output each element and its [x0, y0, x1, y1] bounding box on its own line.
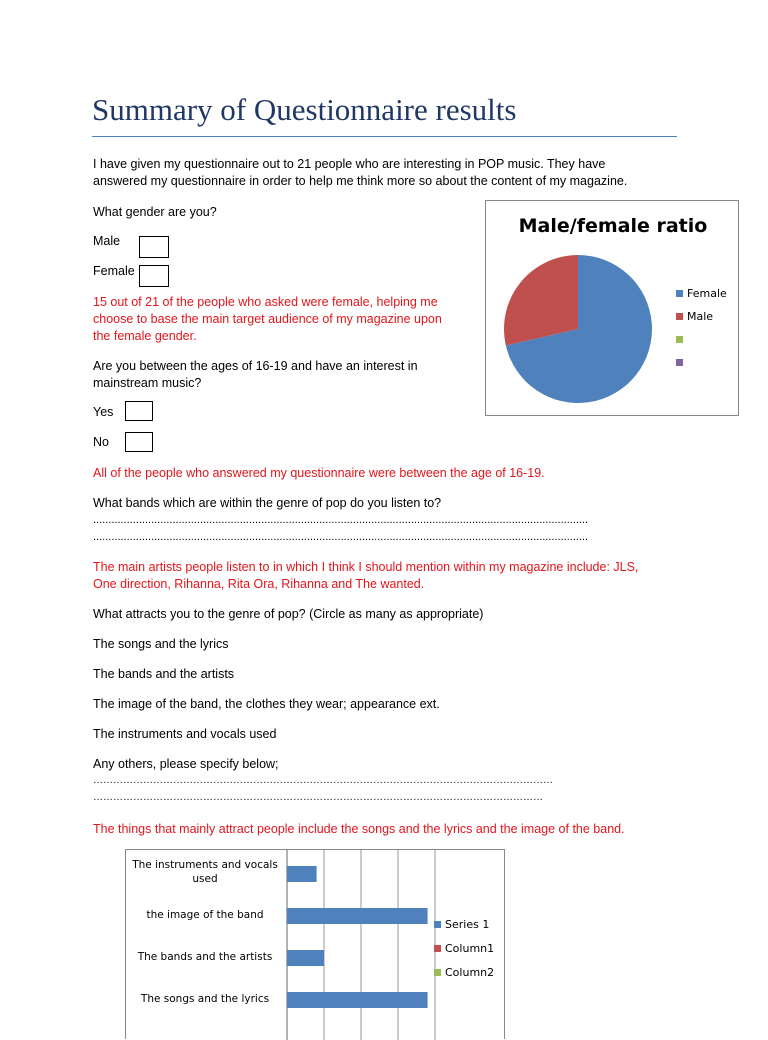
- bar-category-label: the image of the band: [146, 909, 264, 921]
- option-female-label: Female: [93, 264, 135, 278]
- legend-label-female: Female: [687, 287, 727, 300]
- legend-swatch-female: [676, 290, 683, 297]
- page-title: Summary of Questionnaire results: [92, 92, 517, 127]
- option-songs-lyrics: The songs and the lyrics: [93, 637, 229, 651]
- answer-attracts: The things that mainly attract people include the songs and the lyrics and the image of the band.: [93, 822, 625, 836]
- answer-gender-line-1: 15 out of 21 of the people who asked were female, helping me: [93, 295, 438, 309]
- legend-item-4: [676, 356, 727, 379]
- male-checkbox[interactable]: [139, 236, 169, 258]
- legend-label-column2: Column2: [445, 966, 495, 979]
- bar-chart-frame: [125, 849, 505, 1039]
- answer-age: All of the people who answered my questionnaire were between the age of 16-19.: [93, 466, 545, 480]
- legend-swatch-series1: [434, 921, 441, 928]
- bar-category-label: The bands and the artists: [137, 951, 273, 963]
- option-bands-artists: The bands and the artists: [93, 667, 235, 681]
- legend-swatch-4: [676, 359, 683, 366]
- question-bands: What bands which are within the genre of pop do you listen to?: [93, 496, 442, 510]
- question-attracts: What attracts you to the genre of pop? (Circle as many as appropriate): [93, 607, 484, 621]
- female-checkbox[interactable]: [139, 265, 169, 287]
- others-line-1[interactable]: …………………………………………………………………………………………………………………………: [93, 775, 553, 786]
- yes-checkbox[interactable]: [125, 401, 153, 421]
- option-instruments: The instruments and vocals used: [93, 727, 277, 741]
- bar-category-label: The songs and the lyrics: [140, 993, 270, 1005]
- answer-line-2[interactable]: ..................................................................................................................................................................: [93, 531, 589, 543]
- bar-2: [287, 908, 428, 924]
- question-age-line-2: mainstream music?: [93, 376, 202, 390]
- question-gender: What gender are you?: [93, 205, 217, 219]
- bar-1: [287, 866, 317, 882]
- others-line-2[interactable]: ………………………………………………………………………………………………………………………: [93, 792, 543, 803]
- answer-bands-line-1: The main artists people listen to in which I think I should mention within my magazine include: JLS,: [93, 560, 639, 574]
- legend-item-3: [676, 333, 727, 356]
- answer-line-1[interactable]: ..................................................................................................................................................................: [93, 514, 589, 526]
- answer-gender-line-3: the female gender.: [93, 329, 197, 343]
- bar-3: [287, 950, 324, 966]
- legend-label-column1: Column1: [445, 942, 495, 955]
- legend-label-series1: Series 1: [445, 918, 490, 931]
- pie-chart-title: Male/female ratio: [518, 215, 708, 237]
- option-others: Any others, please specify below;: [93, 757, 279, 771]
- option-image: The image of the band, the clothes they wear; appearance ext.: [93, 697, 440, 711]
- legend-swatch-column1: [434, 945, 441, 952]
- legend-item-male: [676, 310, 727, 333]
- intro-line-2: answered my questionnaire in order to help me think more so about the content of my magazine.: [93, 174, 628, 188]
- bar-category-label: The instruments and vocals used: [132, 859, 278, 885]
- answer-gender: [93, 294, 473, 345]
- pie-legend: [676, 287, 727, 379]
- answer-bands-line-2: One direction, Rihanna, Rita Ora, Rihanna and The wanted.: [93, 577, 425, 591]
- intro-paragraph: [93, 156, 683, 190]
- answer-bands: [93, 559, 683, 593]
- legend-item-series1: [434, 918, 494, 942]
- bar-4: [287, 992, 428, 1008]
- legend-label-male: Male: [687, 310, 714, 323]
- option-male-label: Male: [93, 234, 121, 248]
- legend-item-column2: [434, 966, 494, 990]
- bar-legend: [434, 918, 494, 990]
- legend-item-column1: [434, 942, 494, 966]
- option-no-label: No: [93, 435, 109, 449]
- title-underline: [92, 136, 677, 137]
- answer-gender-line-2: choose to base the main target audience of my magazine upon: [93, 312, 442, 326]
- legend-item-female: [676, 287, 727, 310]
- question-age: [93, 358, 473, 392]
- intro-line-1: I have given my questionnaire out to 21 people who are interesting in POP music. They have: [93, 157, 606, 171]
- option-yes-label: Yes: [93, 405, 114, 419]
- no-checkbox[interactable]: [125, 432, 153, 452]
- pie-chart-frame: [485, 200, 739, 416]
- legend-swatch-3: [676, 336, 683, 343]
- legend-swatch-male: [676, 313, 683, 320]
- legend-swatch-column2: [434, 969, 441, 976]
- question-age-line-1: Are you between the ages of 16-19 and have an interest in: [93, 359, 418, 373]
